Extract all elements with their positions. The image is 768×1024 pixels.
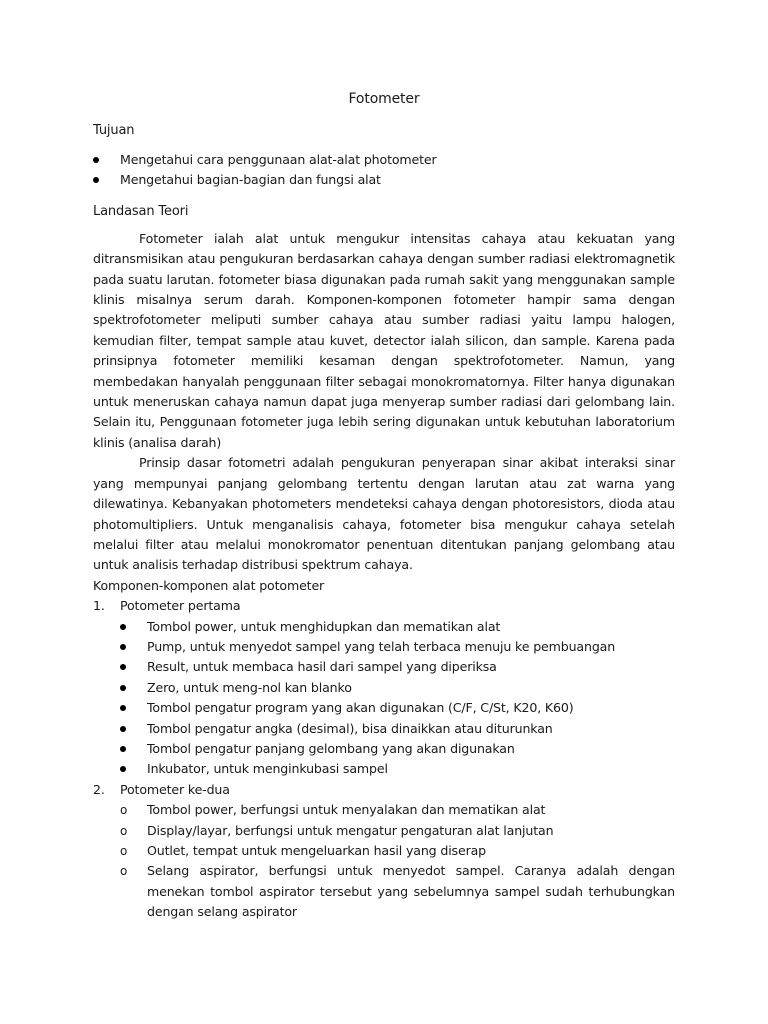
komponen-heading: Komponen-komponen alat potometer	[93, 577, 325, 593]
paragraph: Prinsip dasar fotometri adalah pengukuran penyerapan sinar akibat interaksi sinar yang mempunyai panjang gelombang tertentu dengan larutan atau zat warna yang dilewatinya. Kebanyakan photometers mendeteksi cahaya dengan photoresistors, dioda atau photomultipliers. Untuk menganalisis cahaya, fotometer bisa mengukur cahaya setelah melalui filter atau melalui monokromator penentuan ditentukan panjang gelombang atau untuk analisis terhadap distribusi spektrum cahaya.	[93, 455, 675, 573]
list-item	[93, 780, 675, 923]
list-item: Zero, untuk meng-nol kan blanko	[120, 678, 675, 698]
list-item: Tombol power, untuk menghidupkan dan mematikan alat	[120, 617, 675, 637]
list-item: o Tombol power, berfungsi untuk menyalakan dan mematikan alat	[120, 800, 675, 820]
list-item: Pump, untuk menyedot sampel yang telah terbaca menuju ke pembuangan	[120, 637, 675, 657]
list-item: o Selang aspirator, berfungsi untuk menyedot sampel. Caranya adalah dengan menekan tombol aspirator tersebut yang sebelumnya sampel sudah terhubungkan dengan selang aspirator	[120, 861, 675, 922]
page-title: Fotometer	[348, 91, 420, 107]
list-number: 1.	[93, 598, 105, 614]
list-item	[93, 596, 675, 780]
list-item: Mengetahui cara penggunaan alat-alat photometer	[93, 150, 675, 170]
group-label: Potometer ke-dua	[120, 781, 230, 797]
list-item: o Outlet, tempat untuk mengeluarkan hasil yang diserap	[120, 841, 675, 861]
paragraph: Fotometer ialah alat untuk mengukur intensitas cahaya atau kekuatan yang ditransmisikan atau pengukuran berdasarkan cahaya dengan sumber radiasi elektromagnetik pada suatu larutan. fotometer biasa digunakan pada rumah sakit yang menggunakan sample klinis misalnya serum darah. Komponen-komponen fotometer hampir sama dengan spektrofotometer meliputi sumber cahaya atau sumber radiasi yaitu lampu halogen, kemudian filter, tempat sample atau kuvet, detector ialah silicon, dan sample. Karena pada prinsipnya fotometer memiliki kesaman dengan spektrofotometer. Namun, yang membedakan hanyalah penggunaan filter sebagai monokromatornya. Filter hanya digunakan untuk meneruskan cahaya namun dapat juga menyerap sumber radiasi dari gelombang lain. Selain itu, Penggunaan fotometer juga lebih sering digunakan untuk kebutuhan laboratorium klinis (analisa darah)	[93, 230, 675, 450]
list-item: Tombol pengatur panjang gelombang yang akan digunakan	[120, 739, 675, 759]
tujuan-heading: Tujuan	[93, 123, 135, 138]
komponen-list	[93, 596, 675, 923]
list-item: Tombol pengatur program yang akan digunakan (C/F, C/St, K20, K60)	[120, 698, 675, 718]
list-item: Result, untuk membaca hasil dari sampel yang diperiksa	[120, 657, 675, 677]
sub-list	[120, 617, 675, 780]
list-item: Inkubator, untuk menginkubasi sampel	[120, 759, 675, 779]
document-page	[93, 88, 675, 923]
list-item: Mengetahui bagian-bagian dan fungsi alat	[93, 170, 675, 190]
list-item: o Display/layar, berfungsi untuk mengatur pengaturan alat lanjutan	[120, 821, 675, 841]
list-item: Tombol pengatur angka (desimal), bisa dinaikkan atau diturunkan	[120, 719, 675, 739]
sub-list	[120, 800, 675, 922]
tujuan-list	[93, 150, 675, 191]
list-number: 2.	[93, 781, 105, 797]
group-label: Potometer pertama	[120, 598, 241, 614]
landasan-heading: Landasan Teori	[93, 203, 189, 219]
